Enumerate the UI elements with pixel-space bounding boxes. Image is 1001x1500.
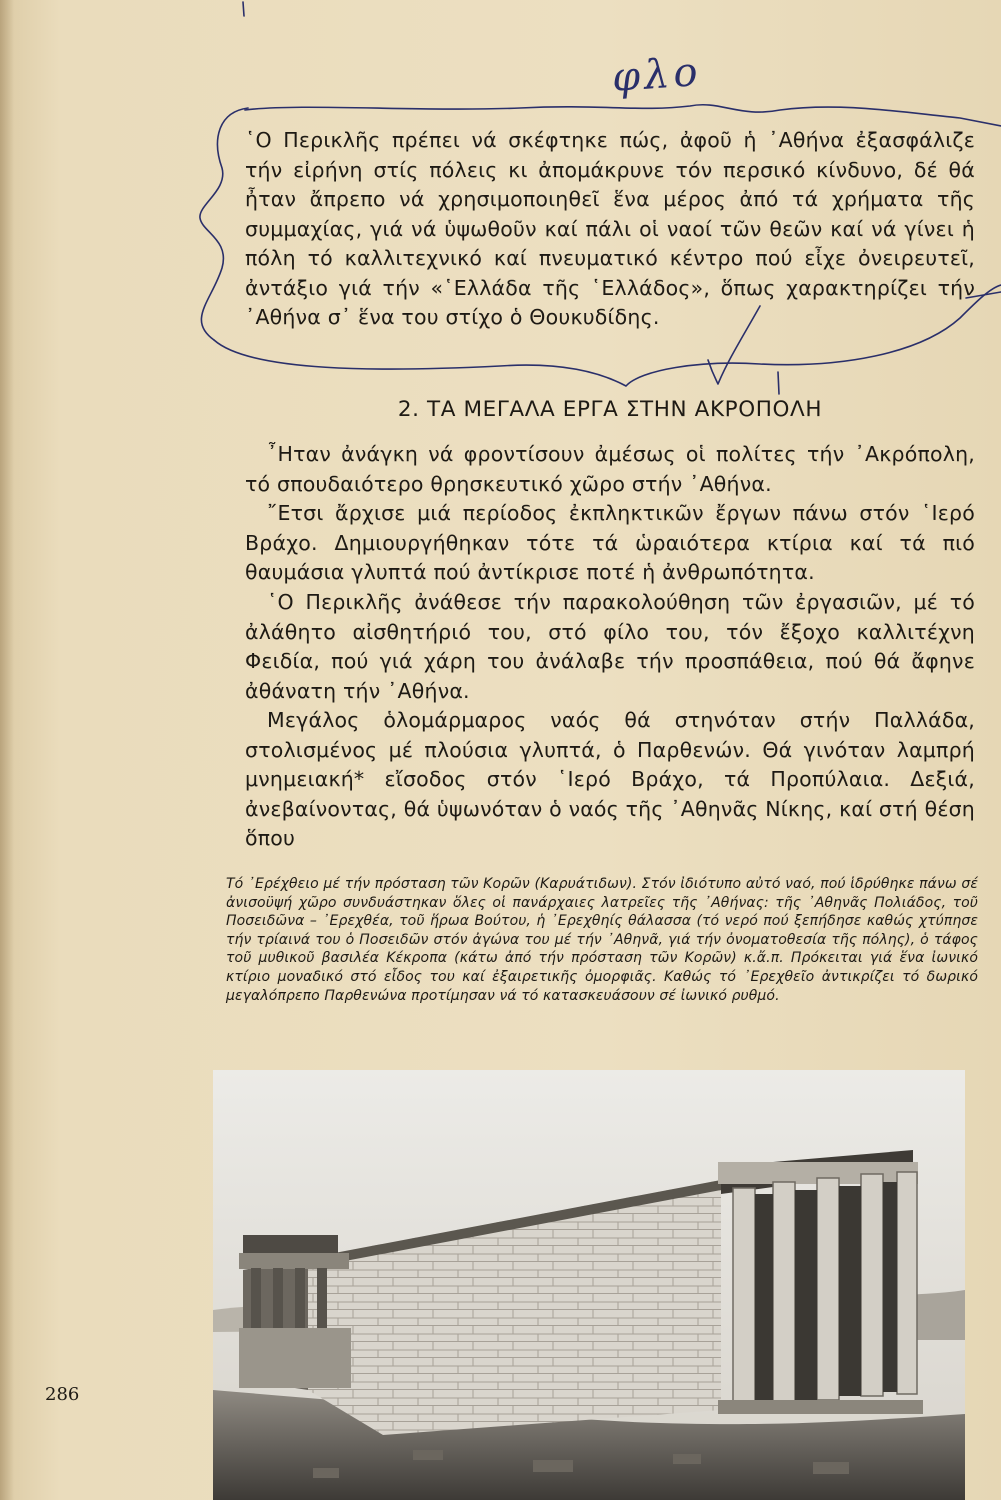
section-heading: 2. ΤΑ ΜΕΓΑΛΑ ΕΡΓΑ ΣΤΗΝ ΑΚΡΟΠΟΛΗ [397,397,823,422]
erechtheion-photo [213,1070,965,1500]
boxed-paragraph: ῾Ο Περικλῆς πρέπει νά σκέφτηκε πώς, ἀφοῦ ἡ ᾿Αθήνα ἐξασφάλιζε τήν εἰρήνη στίς πόλεις κι ἀπομάκρυνε τόν περσικό κίνδυνο, δέ θά ἦταν ἄπρεπο νά χρησιμοποιηθεῖ ἕνα μέρος ἀπό τά χρήματα τῆς συμμαχίας, γιά νά ὑψωθοῦν καί πάλι οἱ ναοί τῶν θεῶν καί νά γίνει ἡ πόλη τό καλλιτεχνικό καί πνευματικό κέντρο πού εἶχε ὀνειρευτεῖ, ἀντάξιο γιά τήν «῾Ελλάδα τῆς ῾Ελλάδος», ὅπως χαρακτηρίζει τήν ᾿Αθήνα σ᾿ ἕνα του στίχο ὁ Θουκυδίδης. [245,128,975,329]
body-paragraph-4: Μεγάλος ὁλομάρμαρος ναός θά στηνόταν στήν Παλλάδα, στολισμένος μέ πλούσια γλυπτά, ὁ Παρθενών. Θά γινόταν λαμπρή μνημειακή* εἴσοδος στόν ῾Ιερό Βράχο, τά Προπύλαια. Δεξιά, ἀνεβαίνοντας, θά ὑψωνόταν ὁ ναός τῆς ᾿Αθηνᾶς Νίκης, καί στή θέση ὅπου [245,708,975,850]
body-paragraph-3: ῾Ο Περικλῆς ἀνάθεσε τήν παρακολούθηση τῶν ἐργασιῶν, μέ τό ἀλάθητο αἰσθητήριό του, στό φίλο του, τόν ἔξοχο καλλιτέχνη Φειδία, πού γιά χάρη του ἀνάλαβε τήν προσπάθεια, πού θά ἄφηνε ἀθάνατη τήν ᾿Αθήνα. [245,590,975,703]
photo-caption: Τό ᾿Ερέχθειο μέ τήν πρόσταση τῶν Κορῶν (Καρυάτιδων). Στόν ἰδιότυπο αὐτό ναό, πού ἱδρύθηκε πάνω σέ ἀνισοϋψή χῶρο συνδυάστηκαν ὅλες οἱ πανάρχαιες λατρεῖες τῆς ᾿Αθήνας: τῆς ᾿Αθηνᾶς Πολιάδος, τοῦ Ποσειδῶνα – ᾿Ερεχθέα, τοῦ ἥρωα Βούτου, ἡ ᾿Ερεχθηίς θάλασσα (τό νερό πού ξεπήδησε καθώς χτύπησε τήν τρίαινά του ὁ Ποσειδῶν στόν ἀγώνα του μέ τήν ᾿Αθηνᾶ, γιά τήν ὀνοματοθεσία τῆς πόλης), ὁ τάφος τοῦ μυθικοῦ βασιλέα Κέκροπα (κάτω ἀπό τήν πρόσταση τῶν Κορῶν) κ.ἄ.π. Πρόκειται γιά ἕνα ἰωνικό κτίριο μοναδικό στό εἶδος του καί ἐξαιρετικῆς ὀμορφιᾶς. Καθώς τό ᾿Ερεχθεῖο ἀντικρίζει τό δωρικό μεγαλόπρεπο Παρθενώνα προτίμησαν νά τό κατασκευάσουν σέ ἰωνικό ρυθμό. [226,876,978,1004]
handwritten-note: φλο [610,48,703,102]
body-paragraph-1: ῏Ηταν ἀνάγκη νά φροντίσουν ἀμέσως οἱ πολίτες τήν ᾿Ακρόπολη, τό σπουδαιότερο θρησκευτικό χῶρο στήν ᾿Αθήνα. [245,442,975,496]
page-number: 286 [45,1384,80,1405]
body-paragraph-2: ῎Ετσι ἄρχισε μιά περίοδος ἐκπληκτικῶν ἔργων πάνω στόν ῾Ιερό Βράχο. Δημιουργήθηκαν τότε τά ὡραιότερα κτίρια καί τά πιό θαυμάσια γλυπτά πού ἀντίκρισε ποτέ ἡ ἀνθρωπότητα. [245,501,975,584]
show-through-scribble: ​ [54,20,66,55]
